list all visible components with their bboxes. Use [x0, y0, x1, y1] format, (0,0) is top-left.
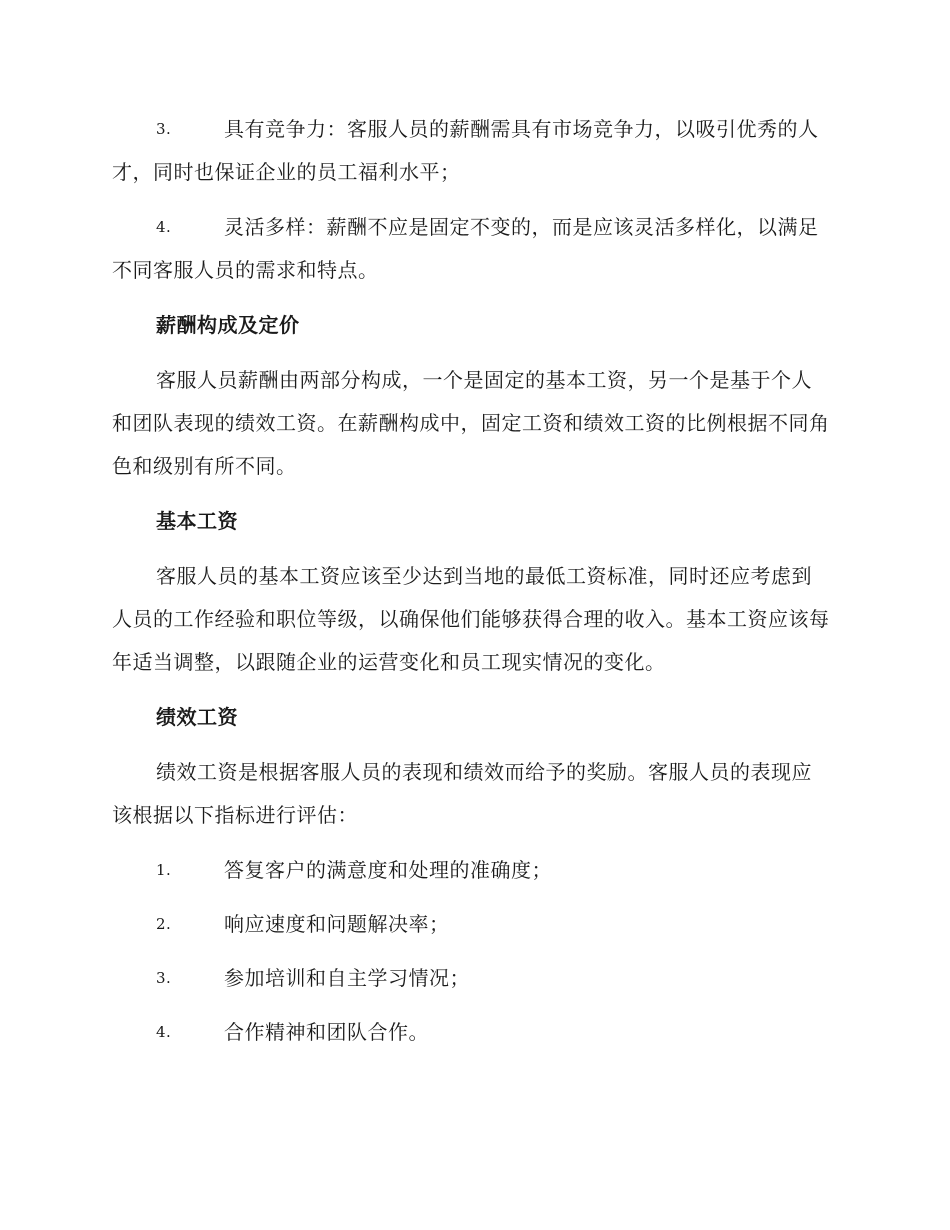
list-text: 合作精神和团队合作。 [224, 1020, 429, 1044]
list-number: 4. [156, 1023, 172, 1041]
list-item [112, 957, 832, 1000]
paragraph-performance-pay: 绩效工资是根据客服人员的表现和绩效而给予的奖励。客服人员的表现应该根据以下指标进行评估： [112, 760, 812, 827]
section-heading-base-salary: 基本工资 [156, 509, 238, 533]
list-text: 参加培训和自主学习情况； [224, 966, 470, 990]
list-item [112, 206, 832, 292]
list-item [112, 849, 832, 892]
paragraph-base-salary: 客服人员的基本工资应该至少达到当地的最低工资标准，同时还应考虑到人员的工作经验和职位等级，以确保他们能够获得合理的收入。基本工资应该每年适当调整，以跟随企业的运营变化和员工现实情况的变化。 [112, 564, 830, 674]
list-item [112, 1011, 832, 1054]
document-body [112, 108, 832, 1065]
list-item [112, 108, 832, 194]
list-number: 4. [156, 218, 172, 236]
list-text: 响应速度和问题解决率； [224, 912, 450, 936]
section-heading-performance-pay: 绩效工资 [156, 705, 238, 729]
list-number: 1. [156, 861, 172, 879]
list-text: 具有竞争力：客服人员的薪酬需具有市场竞争力，以吸引优秀的人才，同时也保证企业的员工福利水平； [112, 117, 819, 184]
list-text: 灵活多样：薪酬不应是固定不变的，而是应该灵活多样化，以满足不同客服人员的需求和特点。 [112, 215, 819, 282]
list-number: 3. [156, 969, 172, 987]
list-item [112, 903, 832, 946]
list-text: 答复客户的满意度和处理的准确度； [224, 858, 552, 882]
list-number: 2. [156, 915, 172, 933]
section-heading-salary-structure: 薪酬构成及定价 [156, 313, 300, 337]
paragraph-salary-structure: 客服人员薪酬由两部分构成，一个是固定的基本工资，另一个是基于个人和团队表现的绩效工资。在薪酬构成中，固定工资和绩效工资的比例根据不同角色和级别有所不同。 [112, 368, 830, 478]
list-number: 3. [156, 120, 172, 138]
